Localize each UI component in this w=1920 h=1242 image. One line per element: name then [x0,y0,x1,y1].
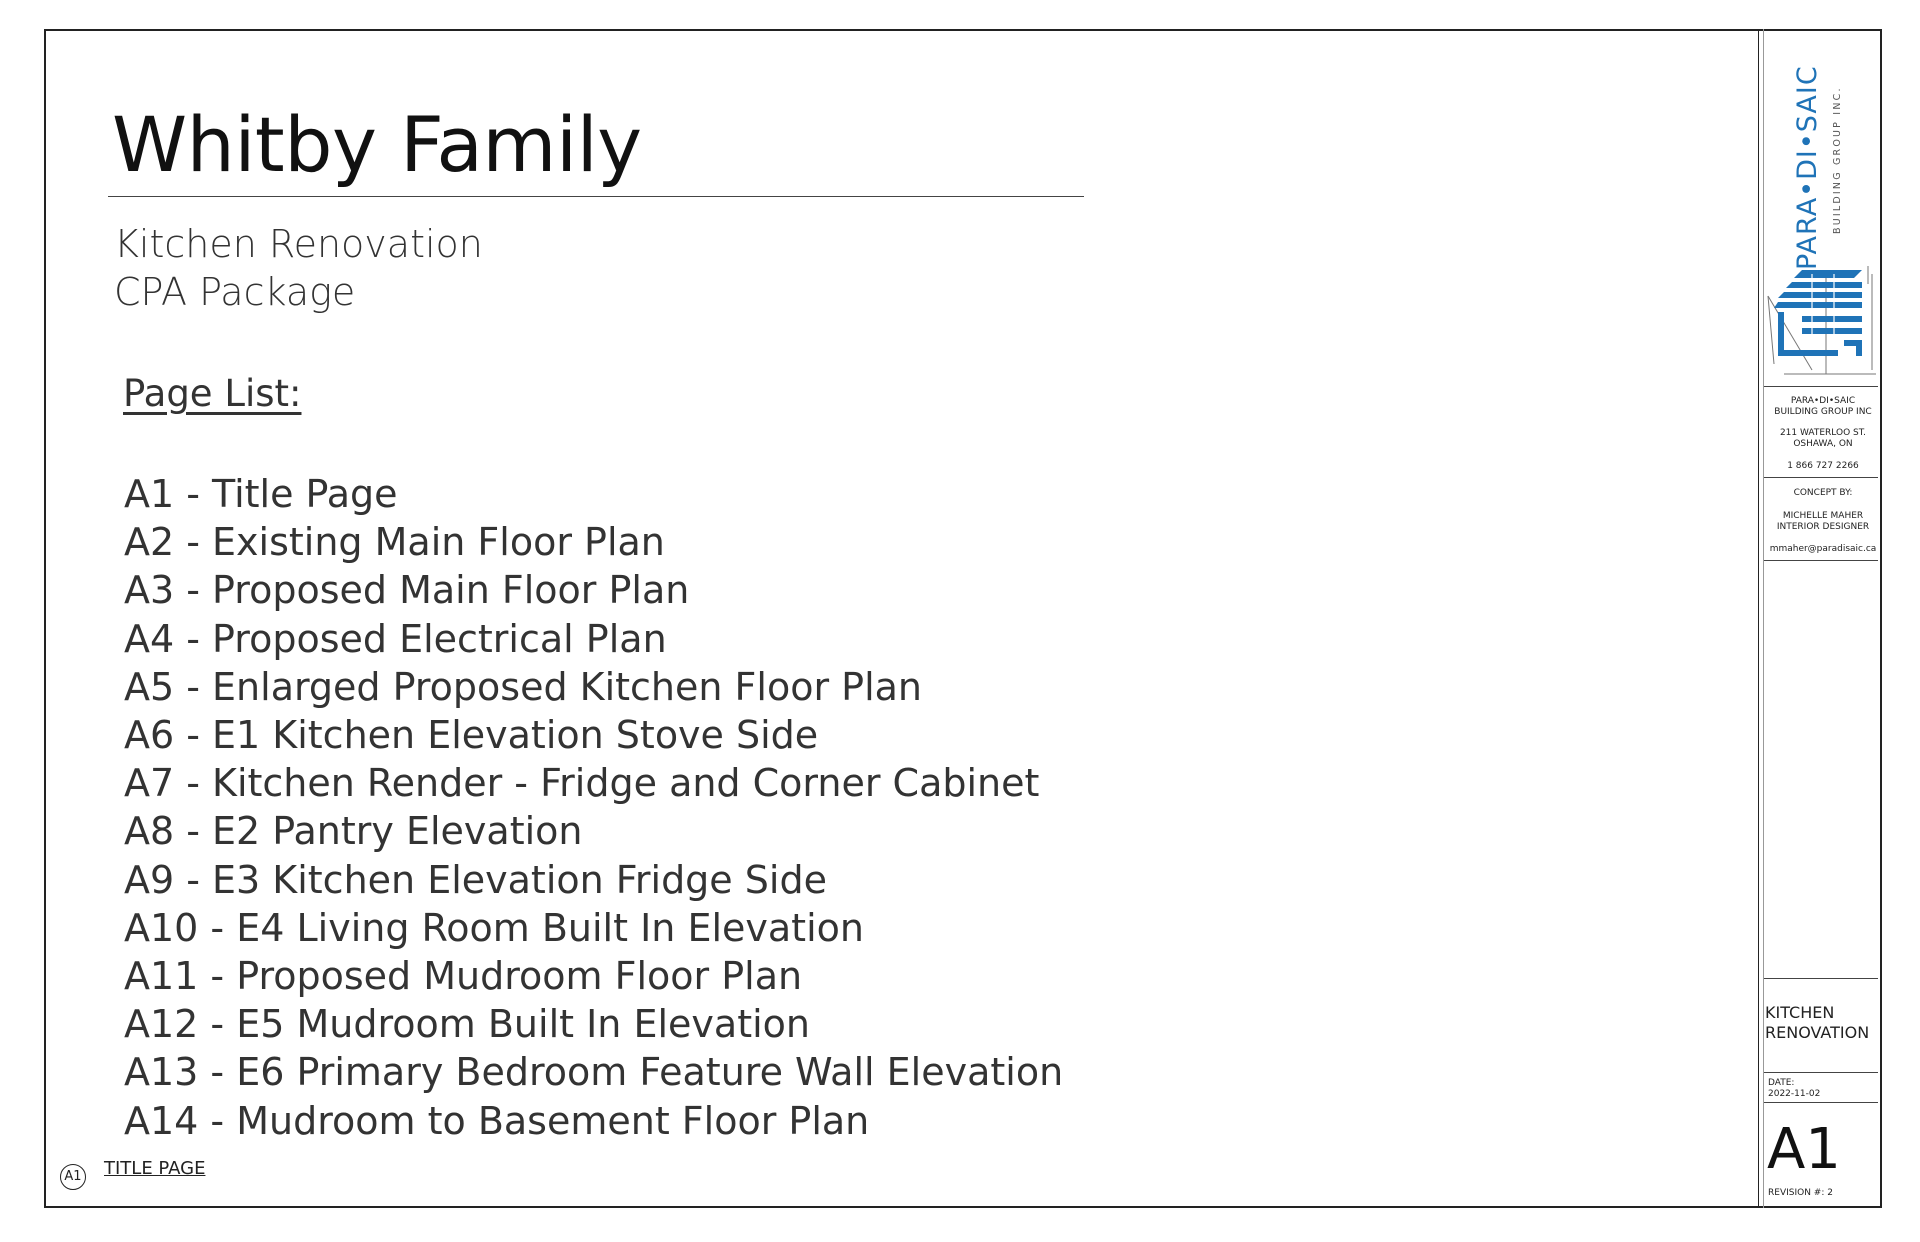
revision-number: REVISION #: 2 [1768,1188,1833,1198]
page-list-item: A4 - Proposed Electrical Plan [124,616,667,661]
address-line-1: 211 WATERLOO ST. [1779,428,1867,438]
page-list-item: A1 - Title Page [124,472,398,516]
title-block-divider [1758,29,1759,1208]
project-name-line-2: RENOVATION [1765,1023,1870,1042]
drawing-reference-circle: A1 [60,1164,86,1190]
subtitle-line-2: CPA Package [114,270,356,314]
page-list-item: A6 - E1 Kitchen Elevation Stove Side [124,713,819,758]
company-phone: 1 866 727 2266 [1787,461,1859,471]
project-name-block [1765,1003,1883,1043]
page-list-item: A11 - Proposed Mudroom Floor Plan [124,954,803,999]
page-list-item: A3 - Proposed Main Floor Plan [124,568,690,613]
logo-mark-icon [1768,266,1876,374]
designer-email: mmaher@paradisaic.ca [1769,544,1877,554]
address-line-2: OSHAWA, ON [1793,439,1853,449]
concept-by-label: CONCEPT BY: [1793,488,1853,498]
title-block-rule [1764,978,1878,979]
title-block-rule [1764,477,1878,478]
drawing-reference-label: TITLE PAGE [104,1158,206,1179]
logo-tagline-text: BUILDING GROUP INC. [1832,86,1843,234]
designer-title: INTERIOR DESIGNER [1776,522,1870,532]
logo-wordmark [1792,65,1843,270]
title-block-rule [1764,386,1878,387]
company-logo [1764,34,1882,384]
page-list [124,470,1063,1145]
date-label: DATE: [1768,1078,1795,1088]
logo-name-text: PARA•DI•SAIC [1792,65,1823,270]
company-name-line-2: BUILDING GROUP INC [1774,407,1872,417]
sheet-number: A1 [1767,1117,1841,1182]
date-value: 2022-11-02 [1768,1089,1821,1099]
page-list-item: A5 - Enlarged Proposed Kitchen Floor Plan [124,664,923,709]
company-name-line-1: PARA•DI•SAIC [1790,396,1856,406]
page-list-item: A9 - E3 Kitchen Elevation Fridge Side [124,857,827,902]
subtitle-line-1: Kitchen Renovation [114,222,483,266]
page-list-item: A14 - Mudroom to Basement Floor Plan [124,1098,870,1143]
project-title: Whitby Family [112,100,642,189]
page-list-item: A8 - E2 Pantry Elevation [124,809,583,854]
title-block-rule [1764,560,1878,561]
project-name-line-1: KITCHEN [1765,1003,1835,1022]
designer-name: MICHELLE MAHER [1782,511,1864,521]
page-list-item: A10 - E4 Living Room Built In Elevation [124,905,864,950]
page-list-item: A7 - Kitchen Render - Fridge and Corner Cabinet [124,761,1040,806]
title-block-rule [1764,1072,1878,1073]
page-list-item: A12 - E5 Mudroom Built In Elevation [124,1002,810,1047]
page-list-item: A2 - Existing Main Floor Plan [124,520,665,565]
page-list-item: A13 - E6 Primary Bedroom Feature Wall Elevation [124,1050,1064,1095]
title-underline [108,196,1084,197]
page-list-heading: Page List: [123,372,302,415]
title-block-rule [1764,1102,1878,1103]
